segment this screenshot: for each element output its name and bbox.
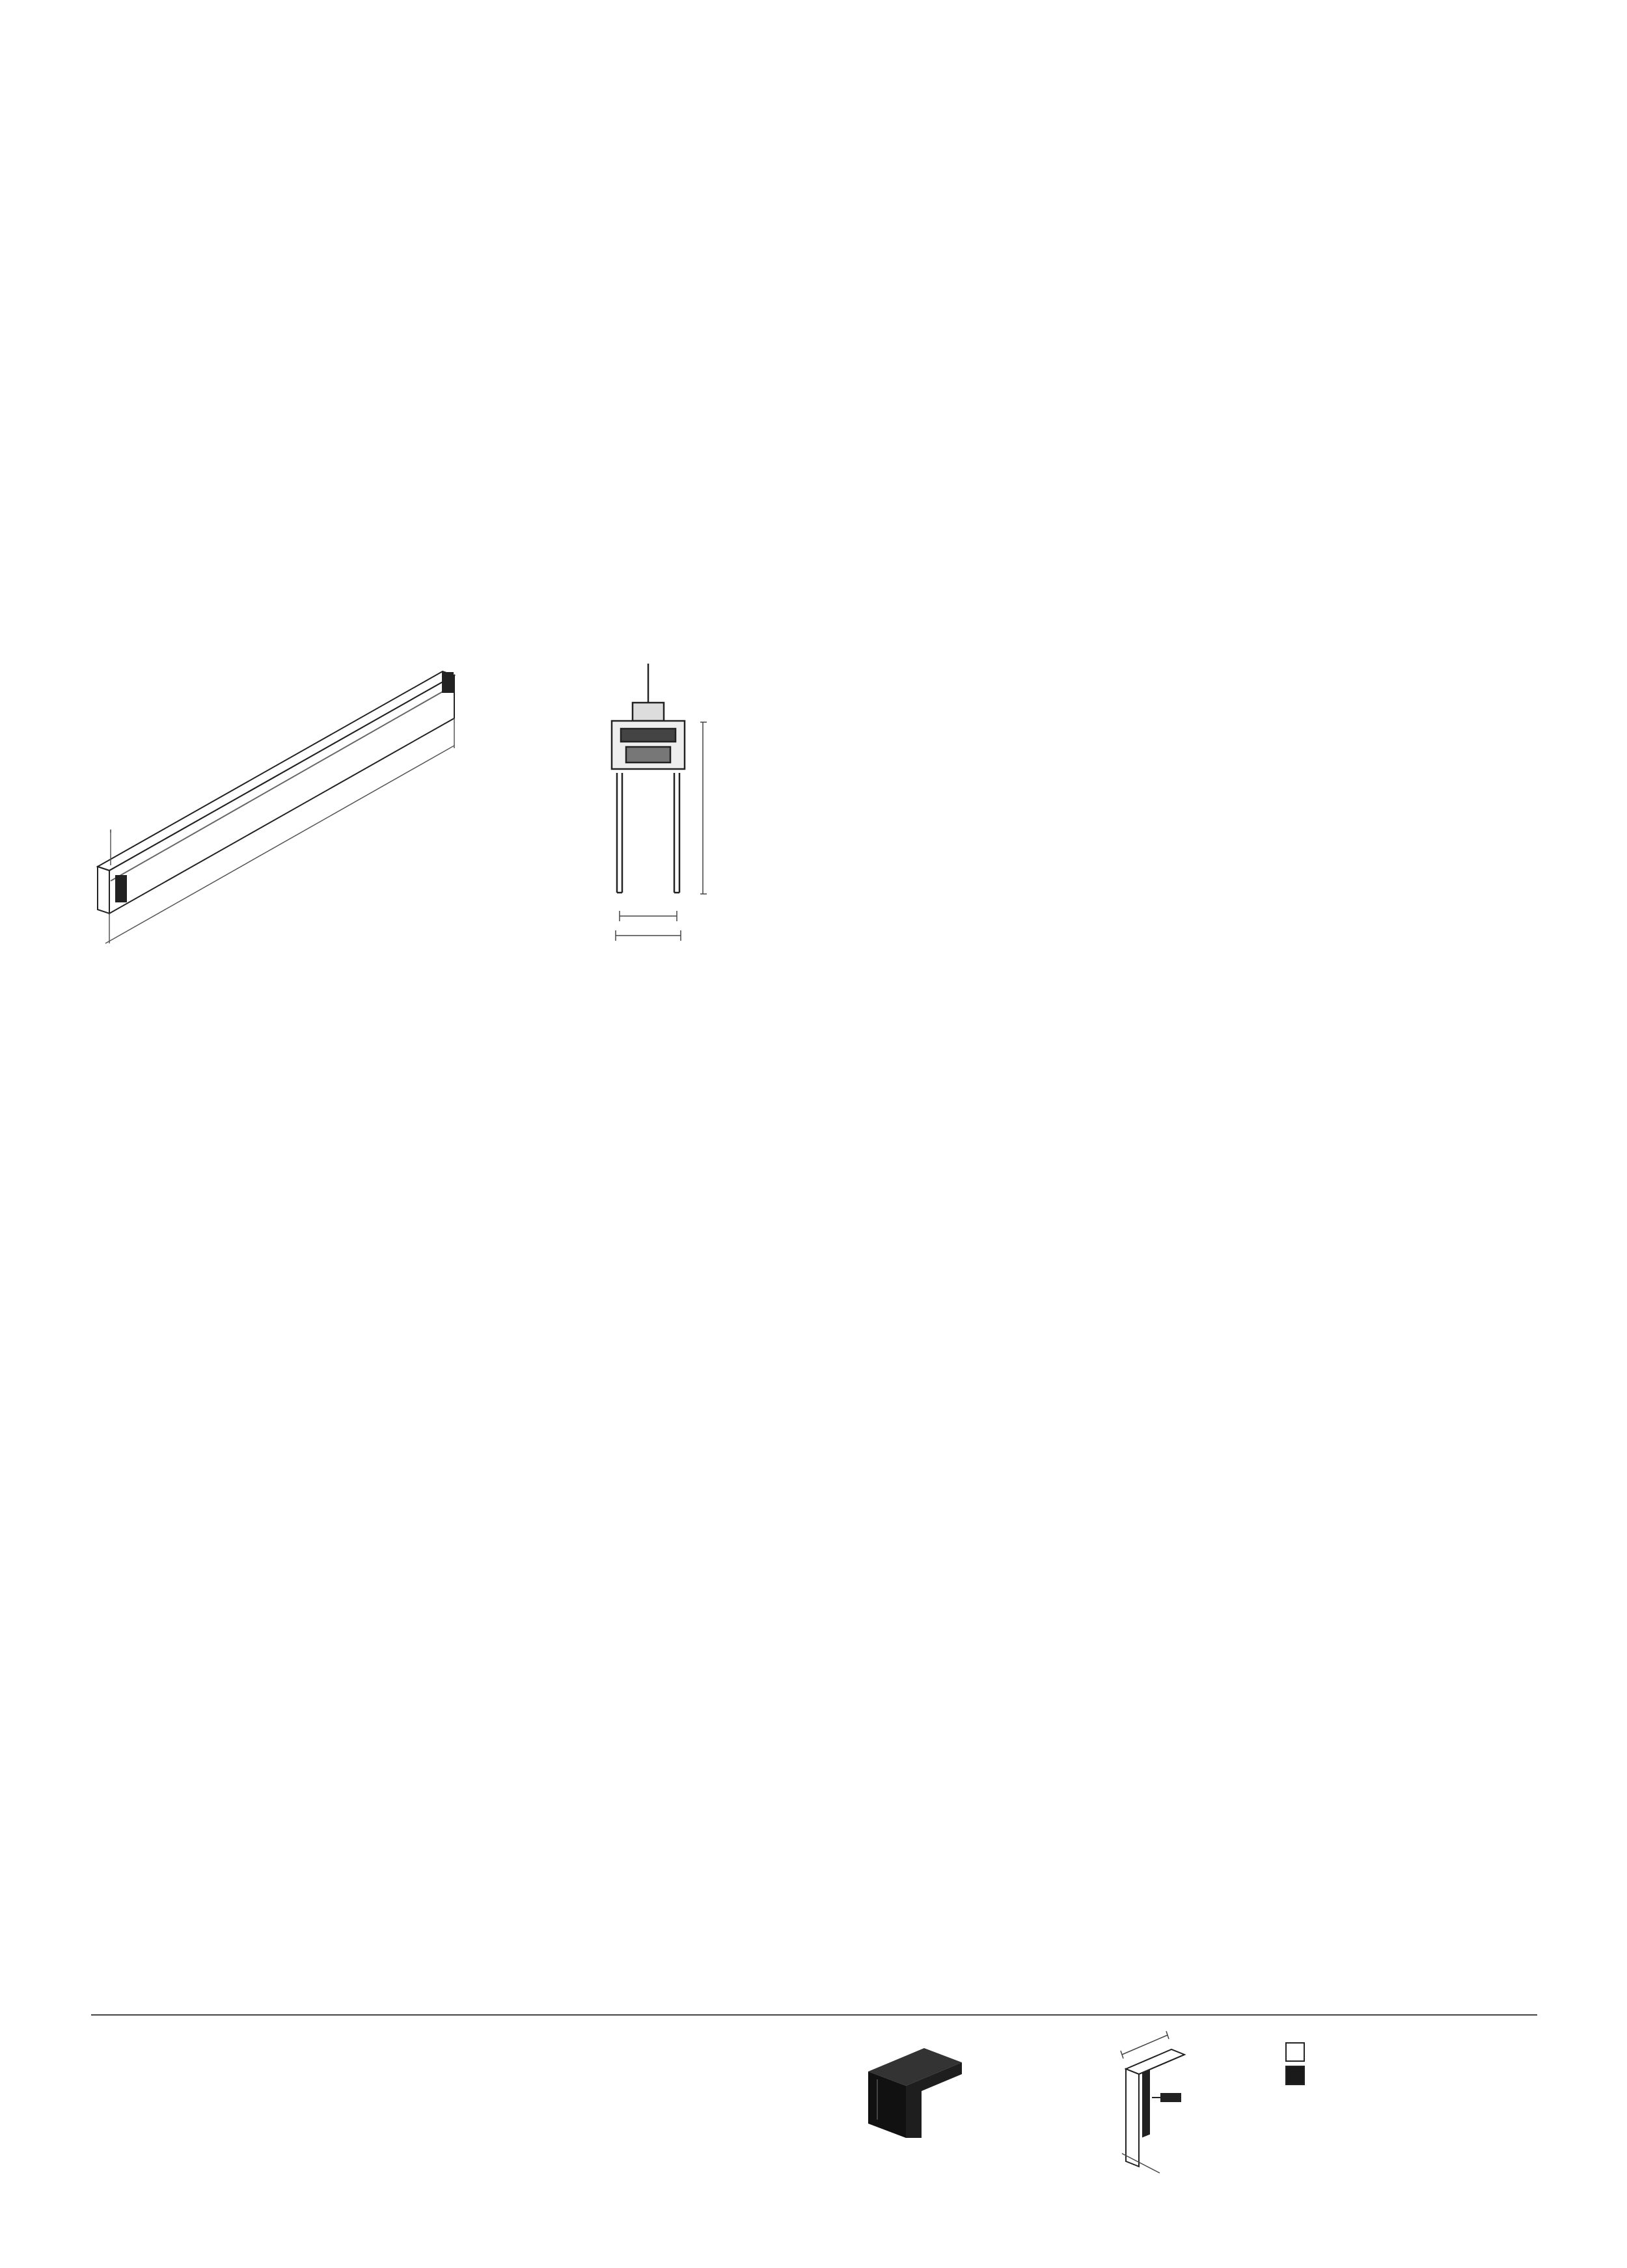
corner-product-render xyxy=(859,2043,970,2140)
section-divider xyxy=(91,2014,1537,2016)
corner-code-white xyxy=(1285,2040,1320,2064)
black-swatch xyxy=(1285,2066,1305,2085)
white-swatch xyxy=(1285,2042,1305,2062)
corner-codes xyxy=(1285,2040,1320,2087)
profile-isometric-drawing xyxy=(91,657,547,956)
profile-cross-section-drawing xyxy=(586,664,755,950)
corner-technical-drawing xyxy=(1106,2017,1237,2180)
corner-code-black xyxy=(1285,2064,1320,2087)
